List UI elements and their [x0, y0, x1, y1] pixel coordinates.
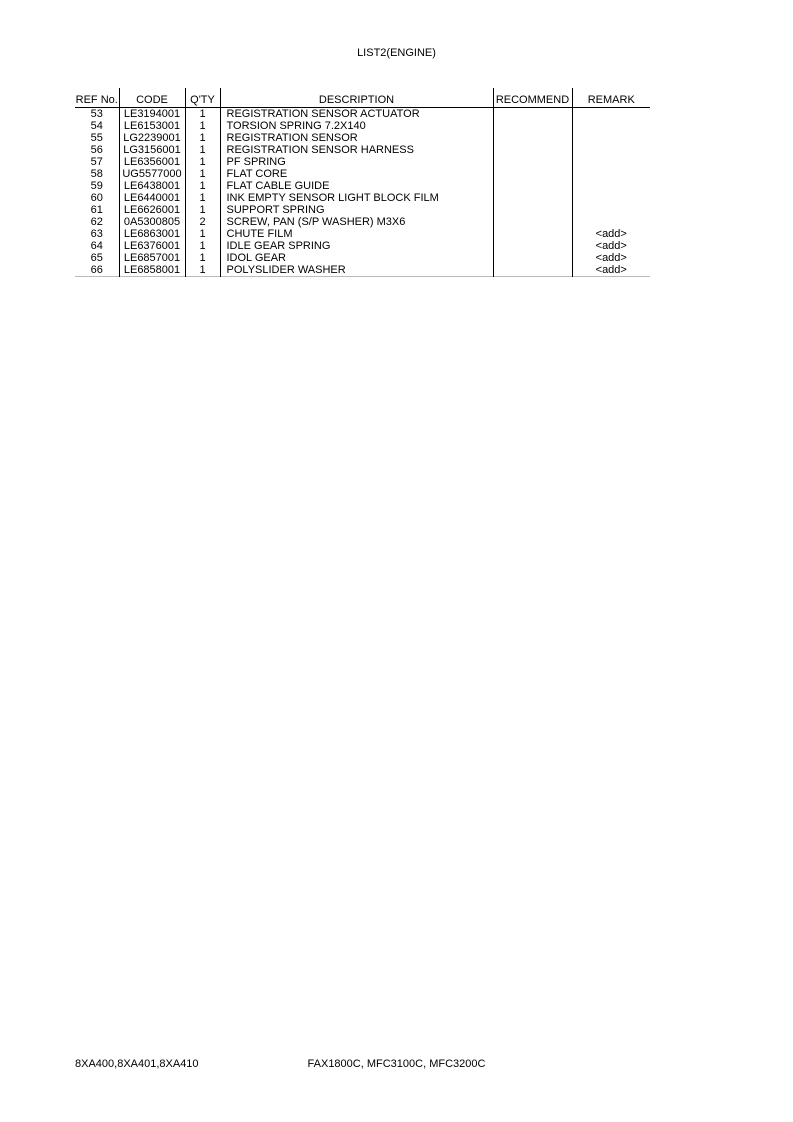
cell-description: TORSION SPRING 7.2X140: [220, 120, 493, 132]
cell-remark: <add>: [595, 240, 627, 252]
table-row: [75, 156, 650, 168]
cell-code: 0A5300805: [119, 216, 185, 228]
cell-ref-no: 65: [75, 252, 119, 264]
cell-code: LE6356001: [119, 156, 185, 168]
parts-table: [75, 88, 650, 277]
table-row: [75, 252, 650, 264]
header-recommend: RECOMMEND: [493, 88, 572, 108]
cell-recommend: [493, 204, 572, 216]
cell-remark: [572, 144, 650, 156]
cell-remark: [572, 204, 650, 216]
cell-remark: <add>: [595, 252, 627, 264]
cell-code: LE6626001: [119, 204, 185, 216]
cell-remark: [572, 156, 650, 168]
cell-description: SUPPORT SPRING: [220, 204, 493, 216]
cell-remark: [572, 180, 650, 192]
cell-recommend: [493, 216, 572, 228]
cell-qty: 1: [185, 180, 220, 192]
cell-qty: 1: [185, 120, 220, 132]
footer-model-codes: 8XA400,8XA401,8XA410: [75, 1058, 199, 1070]
cell-remark: [572, 108, 650, 121]
page-title: LIST2(ENGINE): [357, 47, 436, 59]
cell-ref-no: 60: [75, 192, 119, 204]
cell-qty: 1: [185, 228, 220, 240]
cell-code: LE6438001: [119, 180, 185, 192]
cell-description: REGISTRATION SENSOR: [220, 132, 493, 144]
cell-recommend: [493, 108, 572, 121]
cell-description: POLYSLIDER WASHER: [220, 264, 493, 277]
cell-ref-no: 59: [75, 180, 119, 192]
table-row: [75, 240, 650, 252]
cell-recommend: [493, 192, 572, 204]
cell-ref-no: 64: [75, 240, 119, 252]
table-row: [75, 120, 650, 132]
cell-ref-no: 63: [75, 228, 119, 240]
cell-remark: [572, 192, 650, 204]
cell-description: CHUTE FILM: [220, 228, 493, 240]
cell-qty: 1: [185, 108, 220, 121]
cell-code: LE6858001: [119, 264, 185, 277]
cell-remark: <add>: [595, 228, 627, 240]
cell-recommend: [493, 180, 572, 192]
table-row: [75, 108, 650, 121]
cell-recommend: [493, 120, 572, 132]
cell-qty: 1: [185, 264, 220, 277]
cell-code: LE6376001: [119, 240, 185, 252]
cell-ref-no: 66: [75, 264, 119, 277]
header-remark: REMARK: [572, 88, 650, 108]
cell-qty: 1: [185, 240, 220, 252]
cell-recommend: [493, 264, 572, 277]
cell-recommend: [493, 228, 572, 240]
cell-description: IDOL GEAR: [220, 252, 493, 264]
cell-ref-no: 62: [75, 216, 119, 228]
cell-ref-no: 58: [75, 168, 119, 180]
cell-qty: 1: [185, 156, 220, 168]
table-row: [75, 204, 650, 216]
cell-remark: [572, 132, 650, 144]
cell-ref-no: 53: [75, 108, 119, 121]
table-row: [75, 144, 650, 156]
cell-ref-no: 55: [75, 132, 119, 144]
cell-recommend: [493, 168, 572, 180]
table-row: [75, 168, 650, 180]
header-code: CODE: [119, 88, 185, 108]
cell-code: UG5577000: [119, 168, 185, 180]
cell-code: LE3194001: [119, 108, 185, 121]
table-header-row: [75, 88, 650, 108]
table-row: [75, 180, 650, 192]
cell-qty: 2: [185, 216, 220, 228]
cell-description: REGISTRATION SENSOR ACTUATOR: [220, 108, 493, 121]
header-description: DESCRIPTION: [220, 88, 493, 108]
cell-remark: <add>: [595, 264, 627, 276]
cell-ref-no: 57: [75, 156, 119, 168]
cell-qty: 1: [185, 144, 220, 156]
cell-recommend: [493, 144, 572, 156]
cell-code: LG3156001: [119, 144, 185, 156]
cell-ref-no: 56: [75, 144, 119, 156]
cell-recommend: [493, 132, 572, 144]
cell-description: SCREW, PAN (S/P WASHER) M3X6: [220, 216, 493, 228]
table-body: [75, 108, 650, 277]
cell-code: LE6863001: [119, 228, 185, 240]
cell-code: LE6153001: [119, 120, 185, 132]
cell-ref-no: 54: [75, 120, 119, 132]
cell-recommend: [493, 240, 572, 252]
cell-qty: 1: [185, 204, 220, 216]
cell-description: IDLE GEAR SPRING: [220, 240, 493, 252]
cell-code: LE6440001: [119, 192, 185, 204]
cell-description: PF SPRING: [220, 156, 493, 168]
cell-recommend: [493, 156, 572, 168]
cell-description: FLAT CORE: [220, 168, 493, 180]
cell-description: FLAT CABLE GUIDE: [220, 180, 493, 192]
cell-qty: 1: [185, 132, 220, 144]
cell-remark: [572, 168, 650, 180]
table-row: [75, 192, 650, 204]
cell-ref-no: 61: [75, 204, 119, 216]
table-row: [75, 228, 650, 240]
header-ref-no: REF No.: [75, 88, 119, 108]
cell-remark: [572, 120, 650, 132]
table-row: [75, 216, 650, 228]
cell-code: LG2239001: [119, 132, 185, 144]
cell-qty: 1: [185, 252, 220, 264]
cell-description: REGISTRATION SENSOR HARNESS: [220, 144, 493, 156]
header-qty: Q'TY: [185, 88, 220, 108]
cell-qty: 1: [185, 168, 220, 180]
table-row: [75, 132, 650, 144]
footer-model-names: FAX1800C, MFC3100C, MFC3200C: [307, 1058, 486, 1070]
cell-remark: [572, 216, 650, 228]
cell-description: INK EMPTY SENSOR LIGHT BLOCK FILM: [220, 192, 493, 204]
cell-code: LE6857001: [119, 252, 185, 264]
table-row: [75, 264, 650, 277]
cell-recommend: [493, 252, 572, 264]
cell-qty: 1: [185, 192, 220, 204]
